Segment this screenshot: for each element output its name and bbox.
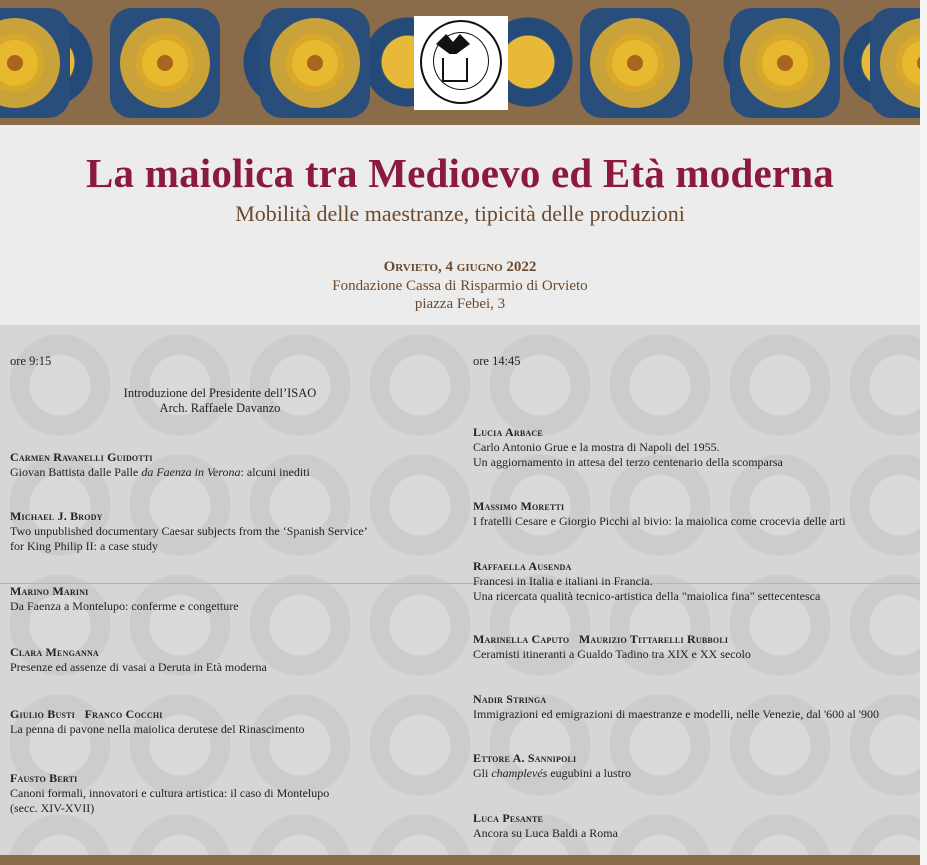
talk-title: Carlo Antonio Grue e la mostra di Napoli del 1955.: [473, 440, 720, 454]
talk-item: [473, 811, 618, 841]
talk-item: [10, 584, 239, 614]
tile-decoration: [870, 8, 920, 118]
maiolica-tile-banner: [0, 0, 920, 125]
speaker-name: Ettore A. Sannipoli: [473, 751, 577, 765]
talk-item: [473, 559, 820, 604]
introduction: [0, 386, 440, 416]
talk-title: Da Faenza a Montelupo: conferme e congetture: [10, 599, 239, 613]
talk-item: [473, 751, 631, 781]
page-subtitle: Mobilità delle maestranze, tipicità delle produzioni: [235, 201, 685, 226]
speaker-name: Massimo Moretti: [473, 499, 565, 513]
talk-item: [473, 499, 846, 529]
talk-title-line2: (secc. XIV-XVII): [10, 801, 95, 815]
speaker-name: Nadir Stringa: [473, 692, 547, 706]
talk-item: [473, 632, 751, 662]
tile-decoration: [0, 8, 70, 118]
speaker-name: Marino Marini: [10, 584, 89, 598]
talk-item: [473, 425, 783, 470]
afternoon-time: ore 14:45: [473, 354, 521, 368]
talk-title: Gli champlevés eugubini a lustro: [473, 766, 631, 780]
tile-decoration: [580, 8, 690, 118]
talk-title: La penna di pavone nella maiolica derutese del Rinascimento: [10, 722, 305, 736]
speaker-name: Luca Pesante: [473, 811, 544, 825]
talk-title: Ceramisti itineranti a Gualdo Tadino tra XIX e XX secolo: [473, 647, 751, 661]
talk-title-line2: Una ricercata qualità tecnico-artistica della "maiolica fina" settecentesca: [473, 589, 821, 603]
talk-item: [10, 645, 267, 675]
page-title: La maiolica tra Medioevo ed Età moderna: [86, 150, 834, 196]
talk-title: Two unpublished documentary Caesar subjects from the ‘Spanish Service’: [10, 524, 368, 538]
talk-title: Giovan Battista dalle Palle da Faenza in Verona: alcuni inediti: [10, 465, 310, 479]
tile-decoration: [730, 8, 840, 118]
event-address: piazza Febei, 3: [414, 296, 506, 312]
event-header: [0, 125, 920, 325]
talk-item: [10, 450, 310, 480]
tile-decoration: [110, 8, 220, 118]
talk-title: Francesi in Italia e italiani in Francia.: [473, 574, 653, 588]
speaker-name: Fausto Berti: [10, 771, 78, 785]
talk-item: [473, 692, 879, 722]
speaker-name: Carmen Ravanelli Guidotti: [10, 450, 153, 464]
speaker-name: Michael J. Brody: [10, 509, 103, 523]
footer-tile-strip: [0, 855, 920, 865]
talk-title-line2: for King Philip II: a case study: [10, 539, 158, 553]
talk-item: [10, 509, 368, 554]
intro-line: Arch. Raffaele Davanzo: [159, 401, 281, 415]
tile-decoration: [260, 8, 370, 118]
talk-title: Ancora su Luca Baldi a Roma: [473, 826, 618, 840]
speaker-name: Lucia Arbace: [473, 425, 543, 439]
page-edge: [920, 0, 927, 865]
talk-title-line2: Un aggiornamento in attesa del terzo centenario della scomparsa: [473, 455, 783, 469]
talk-item: [10, 771, 329, 816]
event-date: Orvieto, 4 giugno 2022: [383, 259, 537, 275]
event-venue: Fondazione Cassa di Risparmio di Orvieto: [332, 278, 588, 294]
speaker-name: Clara Menganna: [10, 645, 99, 659]
talk-title: I fratelli Cesare e Giorgio Picchi al bivio: la maiolica come crocevia delle arti: [473, 514, 846, 528]
talk-title: Immigrazioni ed emigrazioni di maestranze e modelli, nelle Venezie, dal '600 al '900: [473, 707, 879, 721]
morning-time: ore 9:15: [10, 354, 52, 368]
speaker-name: Giulio Busti Franco Cocchi: [10, 707, 163, 721]
speaker-name: Raffaella Ausenda: [473, 559, 572, 573]
isao-seal-logo: [414, 16, 508, 110]
talk-item: [10, 707, 305, 737]
talk-title: Canoni formali, innovatori e cultura artistica: il caso di Montelupo: [10, 786, 330, 800]
speaker-name: Marinella Caputo Maurizio Tittarelli Rubboli: [473, 632, 729, 646]
talk-title: Presenze ed assenze di vasai a Deruta in Età moderna: [10, 660, 267, 674]
intro-line: Introduzione del Presidente dell’ISAO: [123, 386, 317, 400]
